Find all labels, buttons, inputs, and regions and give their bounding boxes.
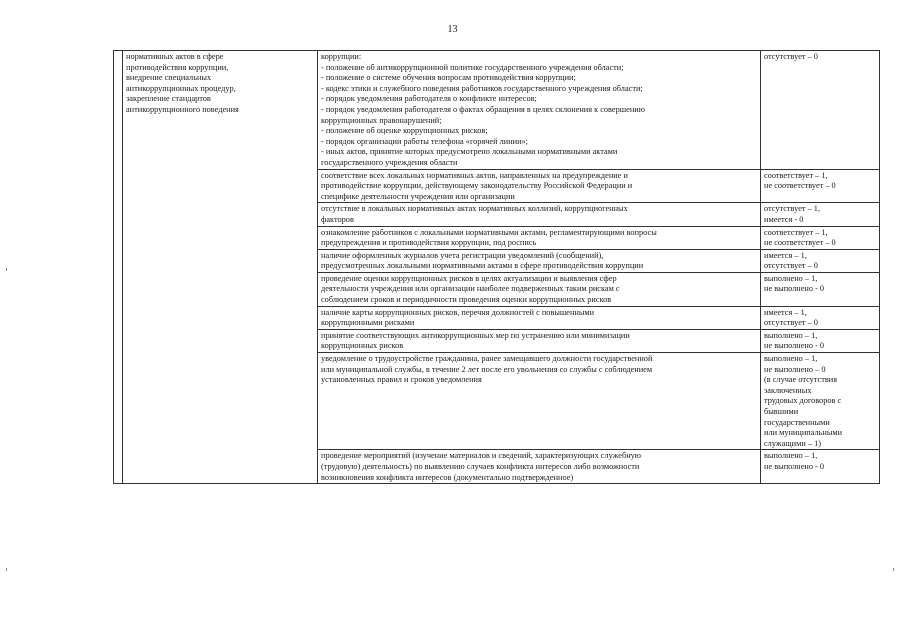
criterion-line: (трудовую) деятельность) по выявлению случаев конфликта интересов либо возможности: [321, 461, 640, 471]
score-cell: [761, 272, 880, 306]
score-cell: [761, 329, 880, 352]
criterion-cell: [318, 51, 761, 170]
area-line: противодействия коррупции,: [126, 62, 229, 72]
criterion-line: коррупционных рисков: [321, 341, 404, 351]
criterion-line: деятельности учреждения или организации наиболее подверженных таким рискам с: [321, 284, 620, 294]
area-line: закрепление стандартов: [126, 94, 211, 104]
score-cell: [761, 450, 880, 484]
criterion-line: коррупционными рисками: [321, 318, 415, 328]
criterion-line: - порядок уведомления работодателя о фактах обращения в целях склонения к совершению: [321, 104, 645, 114]
score-line: отсутствует – 0: [764, 52, 818, 61]
area-cell: [123, 51, 318, 484]
criterion-line: или муниципальной службы, в течение 2 лет после его увольнения со службы с соблюдением: [321, 364, 653, 374]
criterion-line: ознакомление работников с локальными нормативными актами, регламентирующими вопросы: [321, 227, 657, 237]
score-line: или муниципальными: [764, 428, 843, 438]
criterion-cell: [318, 226, 761, 249]
score-line: не соответствует – 0: [764, 181, 836, 191]
score-line: заключенных: [764, 385, 812, 395]
score-line: не соответствует – 0: [764, 238, 836, 248]
criterion-line: проведение мероприятий (изучение материалов и сведений, характеризующих служебную: [321, 451, 641, 461]
criterion-line: - иных актов, принятие которых предусмотрено локальными нормативными актами: [321, 147, 618, 157]
criterion-line: - положение о системе обучения вопросам противодействия коррупции;: [321, 73, 576, 83]
area-line: антикоррупционного поведения: [126, 104, 239, 114]
score-cell: [761, 249, 880, 272]
criterion-cell: [318, 203, 761, 226]
score-line: не выполнено - 0: [764, 284, 825, 294]
area-line: нормативных актов в сфере: [126, 52, 224, 61]
table-row: [114, 51, 880, 170]
criterion-cell: [318, 306, 761, 329]
score-line: (в случае отсутствия: [764, 375, 838, 385]
criterion-line: коррупционных правонарушений;: [321, 115, 442, 125]
scan-mark: [893, 568, 894, 571]
criterion-line: - кодекс этики и служебного поведения работников государственного учреждения области;: [321, 83, 643, 93]
criterion-line: коррупции:: [321, 52, 362, 61]
criterion-cell: [318, 329, 761, 352]
scan-mark: [6, 268, 7, 271]
criterion-line: уведомление о трудоустройстве гражданина, ранее замещавшего должности государственной: [321, 354, 653, 364]
criterion-line: - положение об антикоррупционной политике государственного учреждения области;: [321, 62, 624, 72]
area-line: антикоррупционных процедур,: [126, 83, 236, 93]
criterion-line: соответствие всех локальных нормативных актов, направленных на предупреждение и: [321, 170, 628, 180]
score-line: имеется – 1,: [764, 307, 807, 317]
criterion-line: предусмотренных локальными нормативными актами в сфере противодействия коррупции: [321, 261, 644, 271]
criterion-line: наличие карты коррупционных рисков, перечня должностей с повышенными: [321, 307, 595, 317]
score-line: соответствует – 1,: [764, 170, 828, 180]
page-number: 13: [447, 24, 458, 35]
score-line: соответствует – 1,: [764, 227, 828, 237]
score-line: отсутствует – 0: [764, 261, 818, 271]
criteria-table: [113, 50, 880, 484]
criterion-line: отсутствие в локальных нормативных актах нормативных коллизий, коррупциогенных: [321, 204, 628, 214]
score-line: государственными: [764, 417, 830, 427]
score-line: не выполнено – 0: [764, 364, 826, 374]
score-line: выполнено – 1,: [764, 273, 818, 283]
criterion-line: факторов: [321, 214, 354, 224]
score-cell: [761, 51, 880, 170]
blank-column: [114, 51, 123, 484]
criterion-line: государственного учреждения области: [321, 157, 458, 167]
criterion-line: соблюдением сроков и периодичности проведения оценки коррупционных рисков: [321, 295, 612, 305]
criterion-cell: [318, 450, 761, 484]
score-line: не выполнено - 0: [764, 461, 825, 471]
score-line: трудовых договоров с: [764, 396, 842, 406]
criterion-line: противодействие коррупции, действующему законодательству Российской Федерации и: [321, 181, 633, 191]
criterion-line: предупреждения и противодействия коррупции, под роспись: [321, 238, 537, 248]
criterion-line: возникновения конфликта интересов (документально подтвержденное): [321, 472, 574, 482]
criterion-cell: [318, 353, 761, 450]
criterion-line: - положение об оценке коррупционных рисков;: [321, 126, 488, 136]
criterion-cell: [318, 272, 761, 306]
score-cell: [761, 226, 880, 249]
score-line: отсутствует – 1,: [764, 204, 821, 214]
score-line: выполнено – 1,: [764, 451, 818, 461]
criterion-line: - порядок уведомления работодателя о конфликте интересов;: [321, 94, 537, 104]
criterion-line: - порядок организации работы телефона «горячей линии»;: [321, 136, 528, 146]
score-cell: [761, 203, 880, 226]
score-line: имеется - 0: [764, 214, 804, 224]
criterion-line: наличие оформленных журналов учета регистрации уведомлений (сообщений),: [321, 250, 604, 260]
score-line: имеется – 1,: [764, 250, 807, 260]
scan-mark: [6, 568, 7, 571]
area-line: внедрение специальных: [126, 73, 212, 83]
score-line: служащими – 1): [764, 438, 822, 448]
criterion-cell: [318, 169, 761, 203]
score-line: выполнено – 1,: [764, 330, 818, 340]
score-cell: [761, 306, 880, 329]
score-line: выполнено – 1,: [764, 354, 818, 364]
criterion-line: установленных правил и сроков уведомления: [321, 375, 482, 385]
score-cell: [761, 169, 880, 203]
criterion-cell: [318, 249, 761, 272]
criterion-line: проведение оценки коррупционных рисков в целях актуализации и выявления сфер: [321, 273, 617, 283]
score-cell: [761, 353, 880, 450]
criterion-line: специфике деятельности учреждения или организации: [321, 191, 515, 201]
score-line: бывшими: [764, 407, 799, 416]
criterion-line: принятие соответствующих антикоррупционных мер по устранению или минимизации: [321, 330, 630, 340]
score-line: отсутствует – 0: [764, 318, 818, 328]
score-line: не выполнено - 0: [764, 341, 825, 351]
